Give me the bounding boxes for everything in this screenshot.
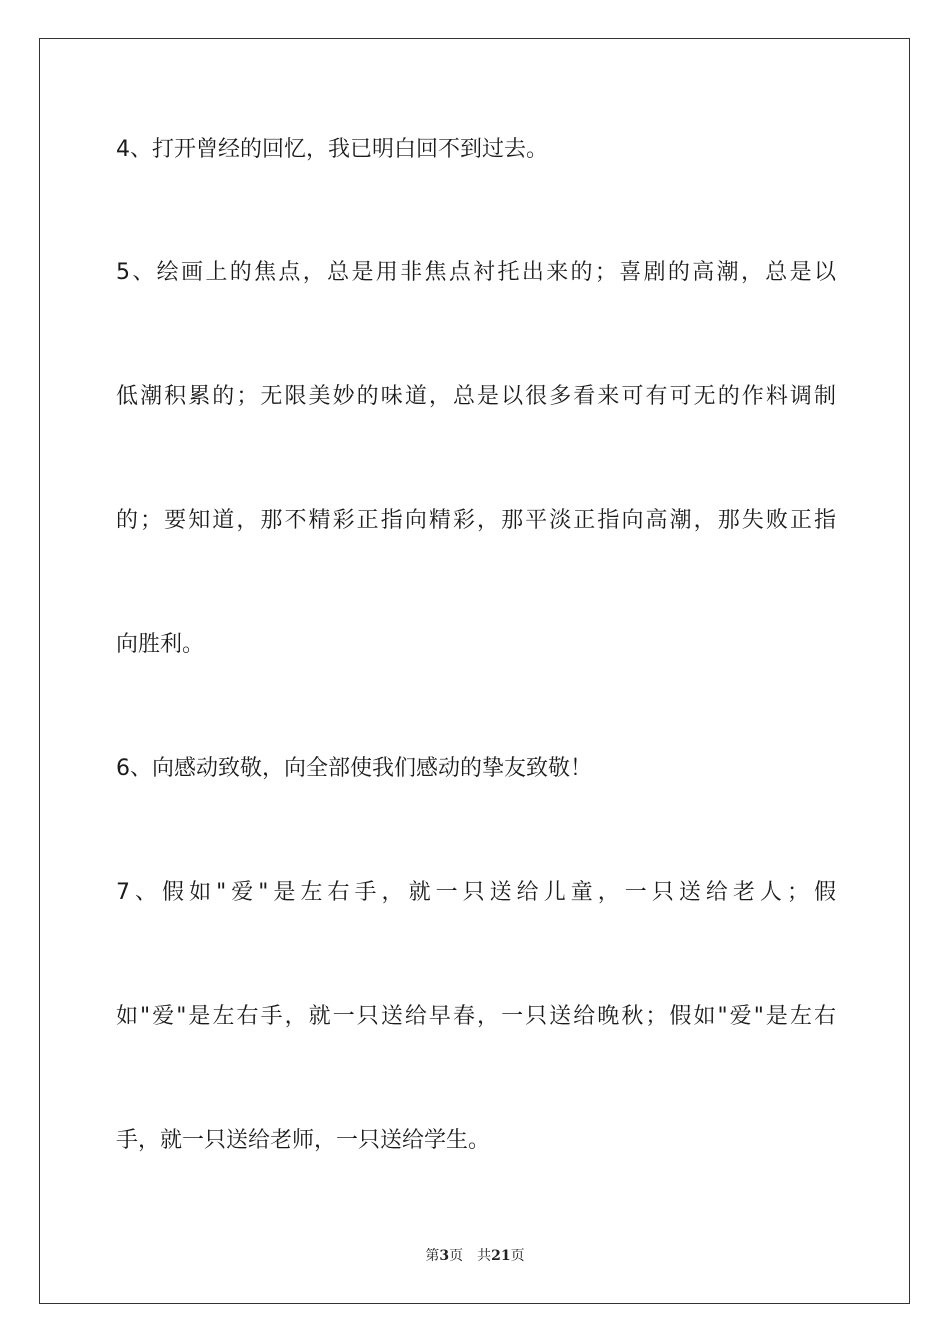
paragraph-5-line-3: 的；要知道，那不精彩正指向精彩，那平淡正指向高潮，那失败正指 — [116, 508, 836, 533]
paragraph-5-line-2: 低潮积累的；无限美妙的味道，总是以很多看来可有可无的作料调制 — [116, 384, 836, 409]
paragraph-5-line-4: 向胜利。 — [116, 632, 205, 657]
paragraph-7-line-3: 手，就一只送给老师，一只送给学生。 — [116, 1128, 491, 1153]
page-footer — [0, 1246, 950, 1266]
page-prefix: 第 — [425, 1248, 440, 1264]
page-border — [39, 38, 910, 1304]
page-suffix: 页 — [449, 1248, 464, 1264]
paragraph-7-line-2: 如"爱"是左右手，就一只送给早春，一只送给晚秋；假如"爱"是左右 — [116, 1004, 836, 1029]
total-suffix: 页 — [510, 1248, 525, 1264]
paragraph-4-line-1: 4、打开曾经的回忆，我已明白回不到过去。 — [116, 137, 548, 162]
paragraph-7-line-1: 7、假如"爱"是左右手，就一只送给儿童，一只送给老人；假 — [116, 880, 836, 905]
paragraph-6-line-1: 6、向感动致敬，向全部使我们感动的挚友致敬！ — [116, 756, 592, 781]
total-prefix: 共 — [477, 1248, 492, 1264]
page-number: 3 — [439, 1248, 450, 1264]
total-pages: 21 — [491, 1248, 511, 1264]
paragraph-5-line-1: 5、绘画上的焦点，总是用非焦点衬托出来的；喜剧的高潮，总是以 — [116, 260, 836, 285]
